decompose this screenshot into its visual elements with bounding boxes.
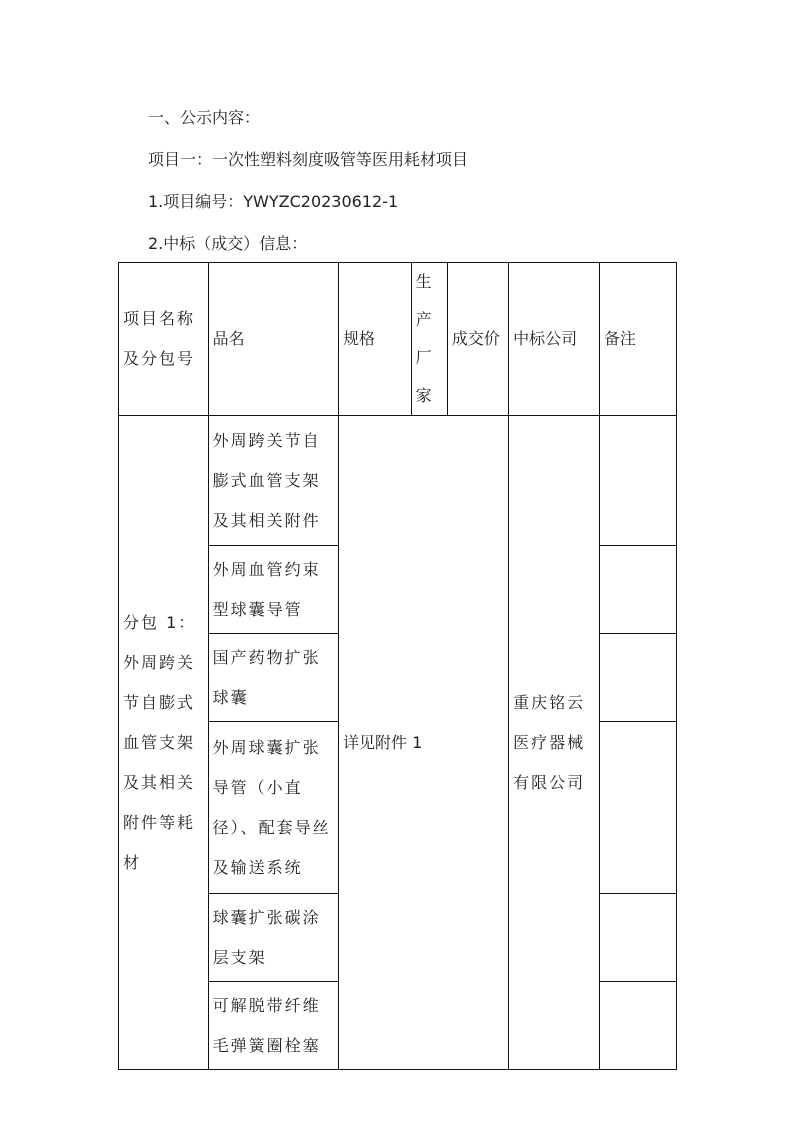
section-heading: 一、公示内容： bbox=[148, 108, 261, 127]
header-package: 项目名称及分包号 bbox=[119, 263, 209, 416]
table-header-row bbox=[119, 263, 677, 416]
table-row bbox=[119, 416, 677, 546]
item-cell: 国产药物扩张球囊 bbox=[208, 634, 338, 722]
award-table bbox=[118, 262, 677, 1070]
project-number: 1.项目编号：YWYZC20230612-1 bbox=[148, 192, 399, 211]
project-title: 项目一：一次性塑料刻度吸管等医用耗材项目 bbox=[148, 150, 469, 169]
header-winner: 中标公司 bbox=[509, 263, 600, 416]
header-maker: 生产厂家 bbox=[411, 263, 447, 416]
header-product: 品名 bbox=[208, 263, 338, 416]
item-cell: 外周球囊扩张导管（小直径）、配套导丝及输送系统 bbox=[208, 722, 338, 894]
item-cell: 可解脱带纤维毛弹簧圈栓塞 bbox=[208, 982, 338, 1070]
item-cell: 球囊扩张碳涂层支架 bbox=[208, 894, 338, 982]
item-cell: 外周跨关节自膨式血管支架及其相关附件 bbox=[208, 416, 338, 546]
package-cell: 分包 1：外周跨关节自膨式血管支架及其相关附件等耗材 bbox=[119, 416, 209, 1070]
award-heading: 2.中标（成交）信息： bbox=[148, 234, 308, 253]
header-price: 成交价 bbox=[447, 263, 508, 416]
remark-cell bbox=[599, 546, 676, 634]
remark-cell bbox=[599, 722, 676, 894]
remark-cell bbox=[599, 982, 676, 1070]
item-cell: 外周血管约束型球囊导管 bbox=[208, 546, 338, 634]
remark-cell bbox=[599, 634, 676, 722]
header-remark: 备注 bbox=[599, 263, 676, 416]
header-spec: 规格 bbox=[339, 263, 412, 416]
winner-cell: 重庆铭云医疗器械有限公司 bbox=[509, 416, 600, 1070]
spec-cell: 详见附件 1 bbox=[339, 416, 509, 1070]
remark-cell bbox=[599, 416, 676, 546]
remark-cell bbox=[599, 894, 676, 982]
